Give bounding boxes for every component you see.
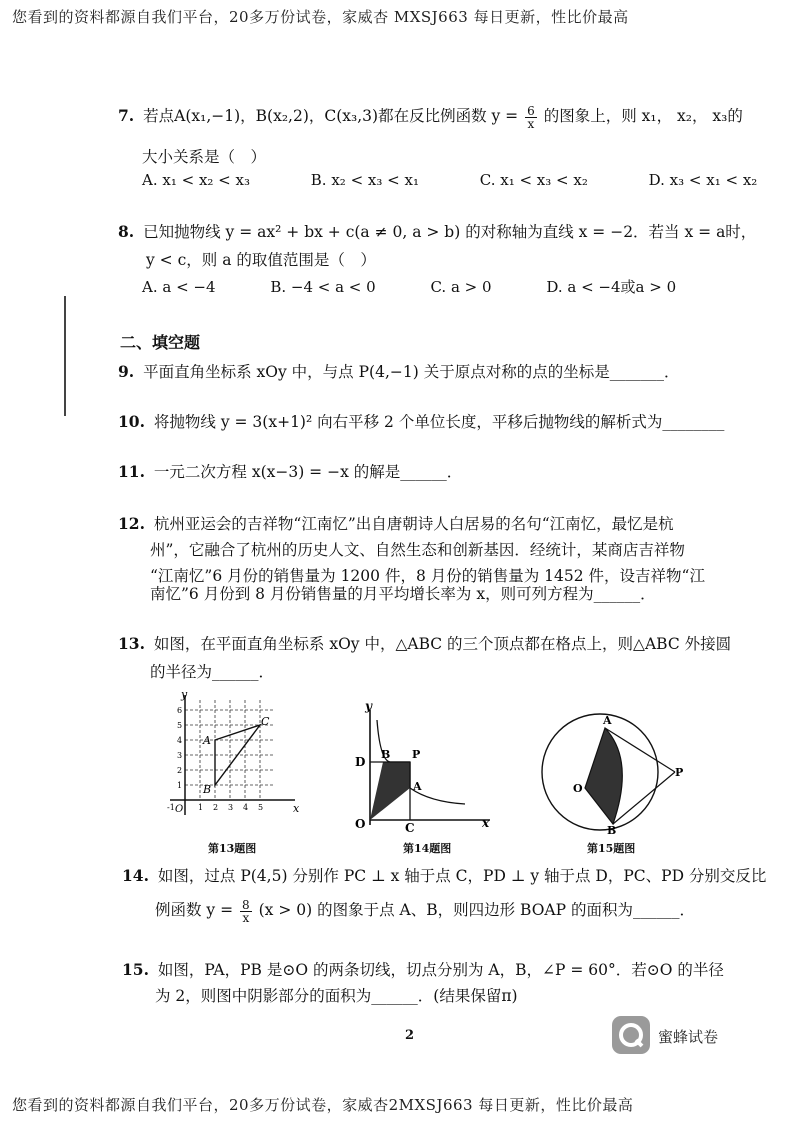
y-tick-label: 4 — [177, 736, 183, 745]
page-number: 2 — [405, 1028, 415, 1043]
question-text: “江南忆”6 月份的销售量为 1200 件，8 月份的销售量为 1452 件，设吉祥物“江 — [150, 567, 705, 585]
option-d: D. a < −4或a > 0 — [546, 278, 677, 296]
question-text: 一元二次方程 x(x−3) = −x 的解是______． — [153, 463, 463, 481]
question-15 — [122, 956, 724, 984]
question-number: 13. — [118, 634, 145, 653]
question-text: 州”，它融合了杭州的历史人文、自然生态和创新基因．经统计，某商店吉祥物 — [150, 541, 685, 559]
point-label: A — [413, 780, 422, 793]
question-number: 9. — [118, 362, 135, 381]
question-text: 如图，在平面直角坐标系 xOy 中，△ABC 的三个顶点都在格点上，则△ABC 外接圆 — [153, 635, 732, 653]
question-11 — [118, 458, 462, 486]
point-label: P — [412, 748, 421, 761]
y-tick-label: 1 — [177, 781, 183, 790]
question-text-line — [155, 898, 695, 924]
question-9 — [118, 358, 679, 386]
x-tick-label: 1 — [198, 803, 204, 812]
top-banner: 您看到的资料都源自我们平台，20多万份试卷，家威杏 MXSJ663 每日更新，性比价最高 — [12, 8, 629, 26]
question-8 — [118, 218, 756, 246]
origin-label: O — [175, 804, 184, 815]
point-label: C — [261, 715, 270, 728]
point-label: D — [355, 755, 366, 769]
option-a: A. a < −4 — [142, 278, 216, 296]
question-number: 12. — [118, 514, 145, 533]
origin-label: O — [355, 817, 366, 831]
y-tick-label: 5 — [177, 721, 183, 730]
question-text: 的图象上，则 x₁， x₂， x₃的 — [543, 107, 743, 125]
question-number: 15. — [122, 960, 149, 979]
point-label: B — [607, 824, 617, 835]
option-b: B. x₂ < x₃ < x₁ — [310, 171, 419, 189]
watermark-logo-text: 蜜蜂试卷 — [658, 1028, 719, 1046]
question-14 — [122, 862, 766, 890]
point-label: P — [675, 766, 684, 779]
section-heading: 二、填空题 — [120, 333, 201, 352]
question-number: 14. — [122, 866, 149, 885]
question-text: 例函数 y = — [155, 901, 234, 919]
question-text: 将抛物线 y = 3(x+1)² 向右平移 2 个单位长度，平移后抛物线的解析式为________ — [153, 413, 725, 431]
margin-line — [64, 296, 66, 416]
question-number: 8. — [118, 222, 135, 241]
options-7 — [142, 171, 794, 189]
question-10 — [118, 408, 724, 436]
question-text: 已知抛物线 y = ax² + bx + c(a ≠ 0, a > b) 的对称轴为直线 x = −2．若当 x = a时， — [143, 223, 757, 241]
option-c: C. a > 0 — [430, 278, 492, 296]
question-12 — [118, 510, 674, 538]
question-7 — [118, 102, 743, 130]
figure-caption: 第15题图 — [587, 842, 636, 855]
figure-caption: 第14题图 — [403, 842, 452, 855]
point-label: A — [603, 714, 612, 727]
fraction — [525, 105, 537, 130]
x-tick-label: 4 — [243, 803, 249, 812]
figure-14 — [350, 700, 495, 835]
y-tick-label: 6 — [177, 706, 183, 715]
question-number: 11. — [118, 462, 145, 481]
point-label: B — [203, 783, 212, 796]
question-text: 为 2，则图中阴影部分的面积为______．(结果保留π) — [155, 987, 518, 1005]
question-text: 平面直角坐标系 xOy 中，与点 P(4,−1) 关于原点对称的点的坐标是_______． — [143, 363, 680, 381]
question-text: 杭州亚运会的吉祥物“江南忆”出自唐朝诗人白居易的名句“江南忆，最忆是杭 — [153, 515, 674, 533]
fraction-numerator: 8 — [242, 897, 250, 912]
fraction-denominator: x — [242, 910, 250, 925]
figure-15 — [535, 700, 695, 835]
question-number: 10. — [118, 412, 145, 431]
x-axis-label: x — [293, 802, 300, 815]
question-13 — [118, 630, 731, 658]
option-d: D. x₃ < x₁ < x₂ — [648, 171, 758, 189]
option-b: B. −4 < a < 0 — [270, 278, 376, 296]
y-axis-label: y — [365, 700, 372, 713]
x-tick-label: 3 — [228, 803, 234, 812]
x-axis-label: x — [482, 816, 490, 830]
option-a: A. x₁ < x₂ < x₃ — [142, 171, 250, 189]
point-label: A — [203, 734, 211, 747]
question-text: 如图，PA，PB 是⊙O 的两条切线，切点分别为 A，B，∠P = 60°．若⊙O 的半径 — [157, 961, 724, 979]
question-text: 的半径为______． — [150, 663, 275, 681]
center-label: O — [573, 782, 583, 795]
x-tick-label: 5 — [258, 803, 264, 812]
options-8 — [142, 276, 732, 297]
x-tick-label: 2 — [213, 803, 219, 812]
fraction — [240, 899, 252, 924]
y-axis-label: y — [181, 690, 188, 701]
figure-13 — [165, 690, 305, 830]
question-text: (x > 0) 的图象于点 A、B，则四边形 BOAP 的面积为______． — [258, 901, 695, 919]
bottom-banner: 您看到的资料都源自我们平台，20多万份试卷，家威杏2MXSJ663 每日更新，性比价最高 — [12, 1096, 634, 1114]
y-tick-label: 2 — [177, 766, 183, 775]
question-text: y < c，则 a 的取值范围是（ ） — [146, 251, 376, 269]
question-number: 7. — [118, 106, 135, 125]
option-c: C. x₁ < x₃ < x₂ — [479, 171, 588, 189]
point-label: C — [405, 821, 415, 835]
question-text: 如图，过点 P(4,5) 分别作 PC ⊥ x 轴于点 C，PD ⊥ y 轴于点 D，PC、PD 分别交反比 — [157, 867, 767, 885]
question-text: 南忆”6 月份到 8 月份销售量的月平均增长率为 x，则可列方程为______． — [150, 585, 656, 603]
question-text: 若点A(x₁,−1)，B(x₂,2)，C(x₃,3)都在反比例函数 y = — [143, 107, 519, 125]
fraction-denominator: x — [527, 116, 535, 131]
question-text: 大小关系是（ ） — [142, 148, 267, 166]
point-label: B — [381, 748, 391, 761]
neg-tick-label: -1 — [167, 803, 175, 812]
watermark-logo-icon — [612, 1016, 650, 1054]
fraction-numerator: 6 — [527, 103, 535, 118]
y-tick-label: 3 — [177, 751, 183, 760]
figure-caption: 第13题图 — [208, 842, 257, 855]
